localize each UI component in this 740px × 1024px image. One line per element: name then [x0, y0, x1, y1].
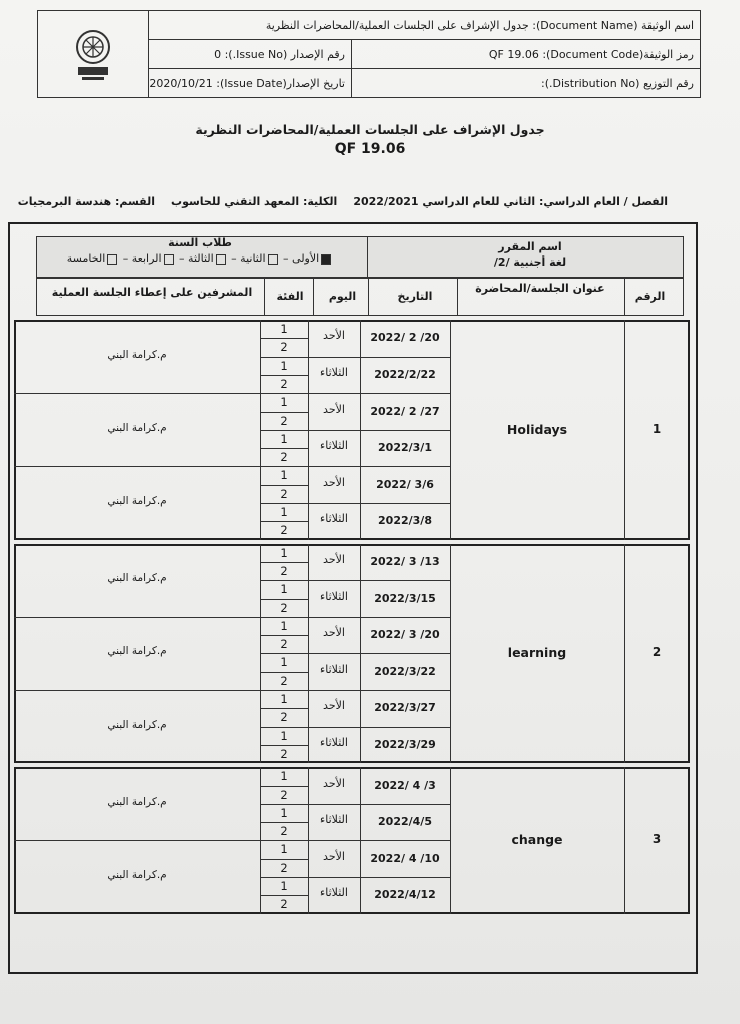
session-date: 2022/ 3 /13 — [370, 554, 440, 568]
session-day: الثلاثاء — [320, 589, 348, 603]
col-title: عنوان الجلسة/المحاضرة — [475, 282, 605, 295]
supervisor-name: م.كرامة البني — [107, 869, 167, 881]
supervisor-name: م.كرامة البني — [107, 421, 167, 434]
group-number: 1 — [280, 842, 288, 857]
group-number: 2 — [280, 746, 288, 761]
session-day: الأحد — [323, 475, 345, 489]
group-number: 2 — [280, 413, 288, 428]
session-date: 2022/ 3/6 — [376, 477, 434, 491]
group-number: 1 — [280, 322, 288, 336]
meta-line — [18, 195, 668, 208]
session-date: 2022/ 2 /27 — [370, 404, 440, 418]
college: الكلية: المعهد التقني للحاسوب — [171, 195, 338, 208]
group-number: 1 — [280, 879, 288, 893]
group-number: 2 — [280, 860, 288, 875]
group-number: 2 — [280, 563, 288, 578]
year-option-label: الثالثة – — [175, 252, 214, 265]
session-date: 2022/4/5 — [378, 815, 432, 829]
year-option-label: الثانية – — [227, 252, 266, 265]
year-options — [40, 252, 360, 265]
group-number: 1 — [280, 431, 288, 446]
group-number: 2 — [280, 710, 288, 725]
session-date: 2022/ 4 /10 — [370, 851, 440, 865]
group-number: 2 — [280, 787, 288, 802]
year-checkbox[interactable] — [164, 254, 174, 265]
document-header — [37, 10, 701, 98]
year-checkbox[interactable] — [321, 254, 331, 265]
session-date: 2022/3/29 — [374, 737, 436, 751]
section-number: 3 — [652, 832, 662, 847]
session-day: الثلاثاء — [320, 662, 348, 676]
header-row-date — [149, 69, 700, 97]
session-date: 2022/ 2 /20 — [370, 331, 440, 345]
group-number: 2 — [280, 523, 288, 538]
group-number: 1 — [280, 655, 288, 670]
session-day: الأحد — [323, 849, 345, 863]
group-number: 2 — [280, 486, 288, 501]
doc-code: رمز الوثيقة(Document Code): QF 19.06 — [488, 47, 694, 61]
page-title: جدول الإشراف على الجلسات العملية/المحاضرات النظرية — [195, 122, 545, 137]
year-checkbox[interactable] — [216, 254, 226, 265]
group-number: 2 — [280, 340, 288, 355]
department: القسم: هندسة البرمجيات — [17, 195, 156, 208]
session-day: الأحد — [323, 626, 345, 640]
section-title: Holidays — [506, 421, 568, 437]
session-date: 2022/3/8 — [378, 514, 432, 528]
doc-name: اسم الوثيقة (Document Name): جدول الإشراف على الجلسات العملية/المحاضرات النظرية — [265, 18, 694, 32]
supervisor-name: م.كرامة البني — [107, 795, 167, 808]
group-number: 1 — [280, 358, 288, 373]
issue-no: رقم الإصدار (Issue No.): 0 — [149, 40, 352, 68]
col-supervisors: المشرفين على إعطاء الجلسة العملية — [51, 286, 253, 299]
year-option-label: الخامسة — [66, 252, 106, 265]
group-number: 2 — [280, 450, 288, 465]
section-number: 2 — [652, 645, 662, 660]
session-day: الأحد — [323, 699, 345, 713]
group-number: 2 — [280, 600, 288, 615]
session-day: الثلاثاء — [320, 439, 348, 453]
course-value: لغة أجنبية /2/ — [493, 256, 567, 269]
group-number: 1 — [280, 582, 288, 597]
supervisor-name: م.كرامة البني — [107, 572, 167, 585]
session-date: 2022/3/27 — [374, 701, 436, 715]
session-day: الأحد — [323, 402, 345, 416]
session-date: 2022/3/1 — [378, 441, 432, 455]
supervisor-name: م.كرامة البني — [107, 348, 167, 361]
group-number: 1 — [280, 395, 288, 410]
session-date: 2022/3/15 — [374, 591, 436, 605]
session-date: 2022/3/22 — [374, 664, 436, 678]
col-date: التاريخ — [397, 290, 433, 303]
col-group: الفئة — [276, 290, 304, 303]
year-checkbox[interactable] — [268, 254, 278, 265]
session-day: الثلاثاء — [320, 512, 348, 526]
university-logo-icon — [38, 11, 149, 97]
section-number: 1 — [652, 421, 662, 436]
session-day: الثلاثاء — [320, 886, 348, 900]
group-number: 1 — [280, 505, 288, 519]
header-row-code — [149, 40, 700, 69]
session-day: الأحد — [323, 776, 345, 790]
session-date: 2022/4/12 — [374, 888, 436, 902]
session-day: الثلاثاء — [320, 365, 348, 379]
session-date: 2022/2/22 — [374, 367, 436, 381]
session-day: الأحد — [323, 329, 345, 343]
col-day: اليوم — [328, 290, 357, 303]
supervisor-name: م.كرامة البني — [107, 645, 167, 658]
year-checkbox[interactable] — [107, 254, 117, 265]
supervisor-name: م.كرامة البني — [107, 495, 167, 507]
supervisor-name: م.كرامة البني — [107, 718, 167, 731]
session-date: 2022/ 4 /3 — [374, 778, 436, 792]
group-number: 2 — [280, 376, 288, 391]
group-number: 2 — [280, 637, 288, 652]
year-option-label: الرابعة – — [119, 252, 162, 265]
year-label: طلاب السنة — [168, 236, 232, 249]
semester: الفصل / العام الدراسي: الثاني للعام الدراسي 2022/2021 — [353, 195, 668, 208]
distribution-no: رقم التوزيع (Distribution No.): — [541, 76, 694, 90]
group-number: 1 — [280, 545, 288, 560]
course-label: اسم المقرر — [498, 240, 562, 253]
session-day: الثلاثاء — [320, 735, 348, 749]
group-number: 1 — [280, 692, 288, 706]
session-day: الثلاثاء — [320, 813, 348, 827]
group-number: 2 — [280, 897, 288, 912]
schedule-table — [8, 222, 698, 974]
header-row-doc-name — [149, 11, 700, 40]
group-number: 2 — [280, 673, 288, 688]
year-option-label: الأولى – — [279, 252, 320, 265]
section-title: learning — [507, 645, 567, 661]
session-date: 2022/ 3 /20 — [370, 628, 440, 642]
group-number: 1 — [280, 769, 288, 784]
session-day: الأحد — [323, 552, 345, 566]
issue-date: تاريخ الإصدار(Issue Date): 2020/10/21 — [149, 69, 352, 97]
page-code: QF 19.06 — [334, 141, 406, 157]
col-num: الرقم — [634, 290, 666, 303]
group-number: 1 — [280, 805, 288, 820]
group-number: 1 — [280, 468, 288, 483]
section-title: change — [511, 832, 563, 848]
group-number: 1 — [280, 618, 288, 633]
group-number: 1 — [280, 728, 288, 743]
group-number: 2 — [280, 824, 288, 839]
